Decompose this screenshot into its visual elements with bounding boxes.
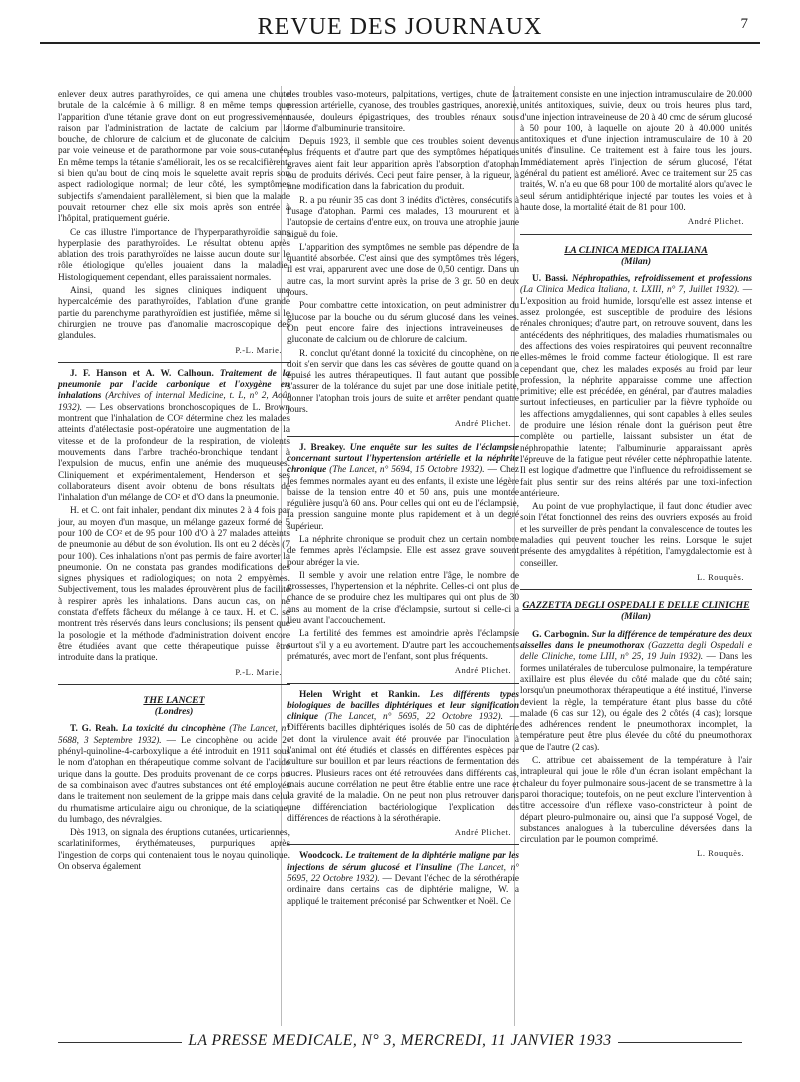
paragraph: — Dans les formes unilatérales de tuberculose pulmonaire, la température axillaire est plus élevée du côté malade que du côté sain; lorsqu'un pneumothorax thérapeutique a été institué, l'inverse devient la règle, la température étant plus basse du côté malade (6 cas sur 12), ou égale des 2 côtés (4 cas); lorsque des adhérences rendent le pneumothorax incomplet, la température peut être plus élevée du côté du pneumothorax que de l'autre (2 cas). bbox=[520, 652, 752, 753]
author-signature: L. Rouquès. bbox=[697, 571, 744, 582]
article-heading bbox=[520, 630, 752, 754]
paragraph: traitement consiste en une injection intramusculaire de 20.000 unités antitoxiques, suivie, deux ou trois heures plus tard, d'une injection intraveineuse de 20 à 40 cmc de sérum glucosé à 50 pour 100, à laquelle on ajoute 20 à 40.000 unités antitoxiques et d'une injection intramusculaire de 10 à 20 unités d'insuline. Ce traitement est à faire tous les jours. Immédiatement après l'injection de sérum glucosé, l'état général du patient est amélioré. Avec ce traitement sur 25 cas traités, W. n'a eu que 68 pour 100 de mortalité alors qu'avec le seul sérum antidiphtérique injecté par toutes les voies et à haute dose, la mortalité était de 81 pour 100. bbox=[520, 90, 752, 213]
paragraph: — Différents bacilles diphtériques isolés de 50 cas de diphtérie et dont la virulence avait été prouvée par l'inoculation à l'animal ont été étudiés et classés en différentes espèces par culture sur bouillon et par leurs réactions de fermentation des sucres. Plusieurs races ont été retrouvées dans différents cas, mais aucune corrélation ne peut être établie entre une race et la gravité de la maladie. On ne peut non plus retrouver dans une différenciation bactériologique l'explication des différences de réactions à la sérothérapie. bbox=[287, 712, 519, 824]
article-title: Les différents types biologiques de bacilles diphtériques et leur signification clinique bbox=[287, 689, 520, 723]
author-signature: André Plichet. bbox=[687, 216, 744, 227]
paragraph: Pour combattre cette intoxication, on peut administrer du glucose par la bouche ou du sérum glucosé dans les veines. On peut encore faire des injections intraveineuses de gluconate de calcium ou de chlorure de calcium. bbox=[287, 301, 519, 346]
article-heading bbox=[287, 443, 519, 533]
paragraph: des troubles vaso-moteurs, palpitations, vertiges, chute de la pression artérielle, cyanose, des troubles gastriques, anorexie, nausée, douleurs épigastriques, des troubles rénaux sous forme d'albuminurie transitoire. bbox=[287, 90, 519, 134]
paragraph: H. et C. ont fait inhaler, pendant dix minutes 2 à 4 fois par jour, au moyen d'un masque, un mélange gazeux formé de 5 pour 100 de CO² et de 95 pour 100 d'O à 27 malades atteints de pneumonie au début de son évolution. Ils ont eu 2 décès (7 pour 100). Ces inhalations n'ont pas permis de faire avorter la pneumonie. On ne constata pas grandes modifications des signes physiques et radiologiques; on nota 2 empyèmes. Subjectivement, tous les malades éprouvèrent plus de facilité à respirer après les inhalations. Dans aucun cas, on ne constata d'effets fâcheux du mélange à ce taux. H. et C. se montrent très réservés dans leurs conclusions; ils pensent que la posologie et la méthode d'administration doivent encore être étudiées avant que cette thérapeutique puisse être introduite dans la pratique. bbox=[58, 506, 290, 664]
paragraph: La fertilité des femmes est amoindrie après l'éclampsie surtout s'il y a eu avortement. D'autre part les accouchements prématurés, avec mort de l'enfant, sont plus fréquents. bbox=[287, 629, 519, 662]
journal-section-city: (Milan) bbox=[620, 256, 652, 267]
article-authors: T. G. Reah. bbox=[70, 724, 119, 735]
article-reference: (The Lancet, n° 5694, 15 Octobre 1932). bbox=[329, 465, 485, 476]
paragraph: La néphrite chronique se produit chez un certain nombre de femmes après l'éclampsie. Elle est assez grave souvent pour abréger la vie. bbox=[287, 534, 519, 568]
author-signature: L. Rouquès. bbox=[697, 848, 744, 859]
journal-section-title: THE LANCET bbox=[143, 694, 205, 706]
paragraph: R. a pu réunir 35 cas dont 3 inédits d'ictères, consécutifs à l'usage d'atophan. Parmi ces malades, 13 moururent et à l'autopsie de certains d'entre eux, on trouva une atrophie jaune aiguë du foie. bbox=[287, 195, 519, 240]
page-header-title: REVUE DES JOURNAUX bbox=[257, 14, 543, 40]
article-title: La toxicité du cincophène bbox=[121, 724, 226, 735]
article-authors: J. F. Hanson et A. W. Calhoun. bbox=[70, 368, 214, 379]
article-reference: (The Lancet, n° 5695, 22 Octobre 1932). bbox=[324, 712, 503, 723]
article-title: Néphropathies, refroidissement et professions bbox=[571, 274, 752, 285]
paragraph: — Devant l'échec de la sérothérapie ordinaire dans certains cas de diphtérie maligne, W. a appliqué le traitement préconisé par Schwentker et Noël. Ce bbox=[287, 874, 519, 907]
article-authors: Woodcock. bbox=[299, 851, 343, 862]
article-heading bbox=[287, 851, 519, 907]
paragraph: Dès 1913, on signala des éruptions cutanées, urticariennes, scarlatiniformes, érythémateuses, purpuriques après l'ingestion de corps qui contenaient tous le noyau quinolique. On observa également bbox=[58, 828, 290, 872]
article-reference: (The Lancet, n° 5688, 3 Septembre 1932). bbox=[58, 724, 291, 746]
article-separator bbox=[287, 683, 519, 684]
article-authors: U. Bassi. bbox=[532, 274, 568, 285]
article-separator bbox=[58, 684, 290, 685]
journal-section-city: (Milan) bbox=[620, 612, 652, 623]
article-separator bbox=[520, 234, 752, 235]
author-signature: André Plichet. bbox=[454, 418, 511, 429]
author-signature: André Plichet. bbox=[454, 665, 511, 676]
paragraph: — Chez les femmes normales ayant eu des enfants, il existe une légère baisse de la tension entre 40 et 50 ans, puis une montée régulière jusqu'à 60 ans. Pour celles qui ont eu de l'éclampsie, la pression sanguine monte plus rapidement et à un degré supérieur. bbox=[287, 465, 519, 532]
paragraph: Au point de vue prophylactique, il faut donc étudier avec soin l'état fonctionnel des reins des ouvriers exposés au froid et les surveiller de près pendant la convalescence de toutes les maladies qui peuvent toucher les reins. Lorsque le sujet présente des amygdalites à répétition, l'amygdalectomie est à conseiller. bbox=[520, 502, 752, 569]
article-title: Traitement de la pneumonie par l'acide carbonique et l'oxygène en inhalations bbox=[58, 368, 290, 402]
article-separator bbox=[287, 436, 519, 437]
article-heading bbox=[287, 690, 519, 826]
column-3 bbox=[520, 90, 752, 864]
journal-section-city: (Londres) bbox=[154, 707, 194, 718]
paragraph: Ce cas illustre l'importance de l'hyperparathyroïdie sans hyperplasie des parathyroïdes. Le résultat obtenu après ablation des trois parathyroïdes ne laisse aucun doute sur le rôle étiologique qu'elles jouaient dans la maladie. Histologiquement cependant, elles paraissaient normales. bbox=[58, 227, 290, 283]
paragraph: Ainsi, quand les signes cliniques indiquent une hypercalcémie des parathyroïdes, l'ablation d'une grande partie du parenchyme parathyroïdien est justifiée, même si le chirurgien ne trouve pas d'anomalie macroscopique des glandules. bbox=[58, 286, 290, 342]
header-rule bbox=[40, 42, 760, 44]
article-reference: (Gazzetta degli Ospedali e delle Cliniche, tome LIII, n° 25, 19 Juin 1932). bbox=[520, 641, 752, 663]
article-heading bbox=[58, 724, 290, 826]
article-separator bbox=[520, 589, 752, 590]
paragraph: L'apparition des symptômes ne semble pas dépendre de la quantité absorbée. C'est ainsi que des symptômes très légers, il est vrai, apparurent avec une dose de 0,50 centigr. Dans un autre cas, la mort survint après la prise de 3 gr. 50 en deux jours. bbox=[287, 242, 519, 299]
page-footer bbox=[58, 1032, 742, 1050]
article-reference: (La Clinica Medica Italiana, t. LXIII, n° 7, Juillet 1932). bbox=[520, 285, 740, 296]
article-title: Le traitement de la diphtérie maligne par les injections de sérum glucosé et l'insuline bbox=[287, 851, 520, 873]
paragraph: — Les observations bronchoscopiques de L. Brown montrent que l'inhalation de CO² détermine chez les malades atteints d'atélectasie post-opératoire une augmentation de la vitesse et de la profondeur de la respiration, de violents mouvements dans l'arbre trachéo-bronchique tendant à l'expulsion de mucus, enfin une anémie des muqueuses. Cliniquement et expérimentalement, Henderson et ses collaborateurs disent avoir obtenu de bons résultats de l'inhalation d'un mélange de CO² et d'O dans la pneumonie. bbox=[58, 402, 291, 504]
article-authors: Helen Wright et Rankin. bbox=[299, 689, 420, 700]
article-title: Sur la différence de température des deux aisselles dans le pneumothorax bbox=[520, 629, 752, 652]
author-signature: André Plichet. bbox=[454, 827, 511, 838]
author-signature: P.-L. Marie. bbox=[235, 666, 282, 677]
article-heading bbox=[58, 369, 290, 505]
footer-text: LA PRESSE MEDICALE, N° 3, MERCREDI, 11 JANVIER 1933 bbox=[182, 1032, 617, 1049]
article-title: Une enquête sur les suites de l'éclampsie concernant surtout l'hypertension artérielle et la néphrite chronique bbox=[287, 442, 519, 476]
column-2 bbox=[287, 90, 519, 910]
paragraph: enlever deux autres parathyroïdes, ce qui amena une chute brutale de la calcémie à 6 milligr. 8 en même temps que l'apparition d'une tétanie grave dont on eut progressivement raison par l'administration de lactate de calcium par la bouche, de chlorure de calcium et de gluconate de calcium par voie veineuse et de parathormone par voie sous-cutanée. En même temps la tétanie s'améliorait, les os se recalcifièrent, si bien qu'au bout de cinq mois le squelette avait repris son aspect radiologique normal; de leur côté, les symptômes subjectifs s'amendaient parallèlement, si bien que la malade pouvait retourner chez elle six mois après son entrée à l'hôpital, pratiquement guérie. bbox=[58, 90, 290, 225]
article-separator bbox=[287, 844, 519, 845]
journal-section-title: LA CLINICA MEDICA ITALIANA bbox=[564, 244, 708, 256]
paragraph: R. conclut qu'étant donné la toxicité du cincophène, on ne doit s'en servir que dans les cas sévères de goutte quand on a épuisé les autres thérapeutiques. Il faut autant que possible s'assurer de la tolérance du sujet par une dose initiale petite, donner l'atophan trois jours de suite et arrêter pendant quatre jours. bbox=[287, 348, 519, 416]
paragraph: C. attribue cet abaissement de la température à l'air intrapleural qui joue le rôle d'un écran isolant empêchant la chaleur du foyer pulmonaire sous-jacent de se transmettre à la paroi thoracique; toutefois, on ne peut exclure l'intervention à titre accessoire d'un réflexe vaso-constricteur à point de départ pleuro-pulmonaire ou, ainsi que l'a supposé Vogel, de substances analogues à la tuberculine déversées dans la circulation par le poumon comprimé. bbox=[520, 756, 752, 846]
paragraph: Depuis 1923, il semble que ces troubles soient devenus plus fréquents et d'autre part que des symptômes hépatiques graves aient fait leur apparition après l'absorption d'atophan ou de produits dérivés. Ceci peut faire penser, à la rigueur, à une modification dans la fabrication du produit. bbox=[287, 137, 519, 193]
paragraph: — L'exposition au froid humide, lorsqu'elle est assez intense et assez prolongée, est susceptible de produire des lésions rénales chroniques; d'autre part, on retrouve souvent, dans les antécédents des néphritiques, des maladies rhumatismales ou des affections des voies respiratoires qui peuvent reconnaître elles-mêmes le froid comme facteur étiologique. Il est rare cependant que, chez les malades exposés au froid par leur profession, la néphrite apparaisse comme une affection primitive; elle est précédée, en général, par d'autres maladies surtout infectieuses, en particulier par la fièvre typhoïde ou les affections amygdaliennes, qui sont capables à elles seules de produire une lésion rénale dont la guérison peut être complète ou partielle, laissant subsister un état de néphropathie latente; l'albuminurie apparaissant après l'épreuve de la fatigue peut révéler cette néphropathie latente. Il est logique d'admettre que l'influence du refroidissement se fait plus sentir sur des reins altérés par une toxi-infection antérieure. bbox=[520, 285, 752, 499]
article-reference: (The Lancet, n° 5695, 22 Octobre 1932). bbox=[287, 862, 519, 884]
paragraph: — Le cincophène ou acide 2-phényl-quinoline-4-carboxylique a été introduit en 1911 sous le nom d'atophan en thérapeutique comme solvant de l'acide urique dans la goutte. Des produits provenant de ce corps ou de sa combinaison avec d'autres substances ont été employés dans le traitement non seulement de la grippe mais dans celui du rhumatisme articulaire aigu ou chronique, de la sciatique, du lumbago, des névralgies. bbox=[58, 735, 290, 825]
journal-section-title: GAZZETTA DEGLI OSPEDALI E DELLE CLINICHE bbox=[522, 600, 750, 612]
author-signature: P.-L. Marie. bbox=[235, 344, 282, 355]
article-reference: (Archives of internal Medicine, t. L, n° 2, Août 1932). bbox=[58, 391, 290, 413]
article-authors: G. Carbognin. bbox=[532, 629, 590, 640]
paragraph: Il semble y avoir une relation entre l'âge, le nombre de grossesses, l'hypertension et la néphrite. Celles-ci ont plus de chance de se produire chez les multipares qui ont plus de 30 ans au moment de la crise d'éclampsie, surtout si celle-ci a lieu avant l'accouchement. bbox=[287, 570, 519, 627]
article-authors: J. Breakey. bbox=[299, 442, 346, 453]
page-number: 7 bbox=[740, 16, 748, 32]
column-1 bbox=[58, 90, 290, 875]
article-separator bbox=[58, 362, 290, 363]
article-heading bbox=[520, 274, 752, 500]
